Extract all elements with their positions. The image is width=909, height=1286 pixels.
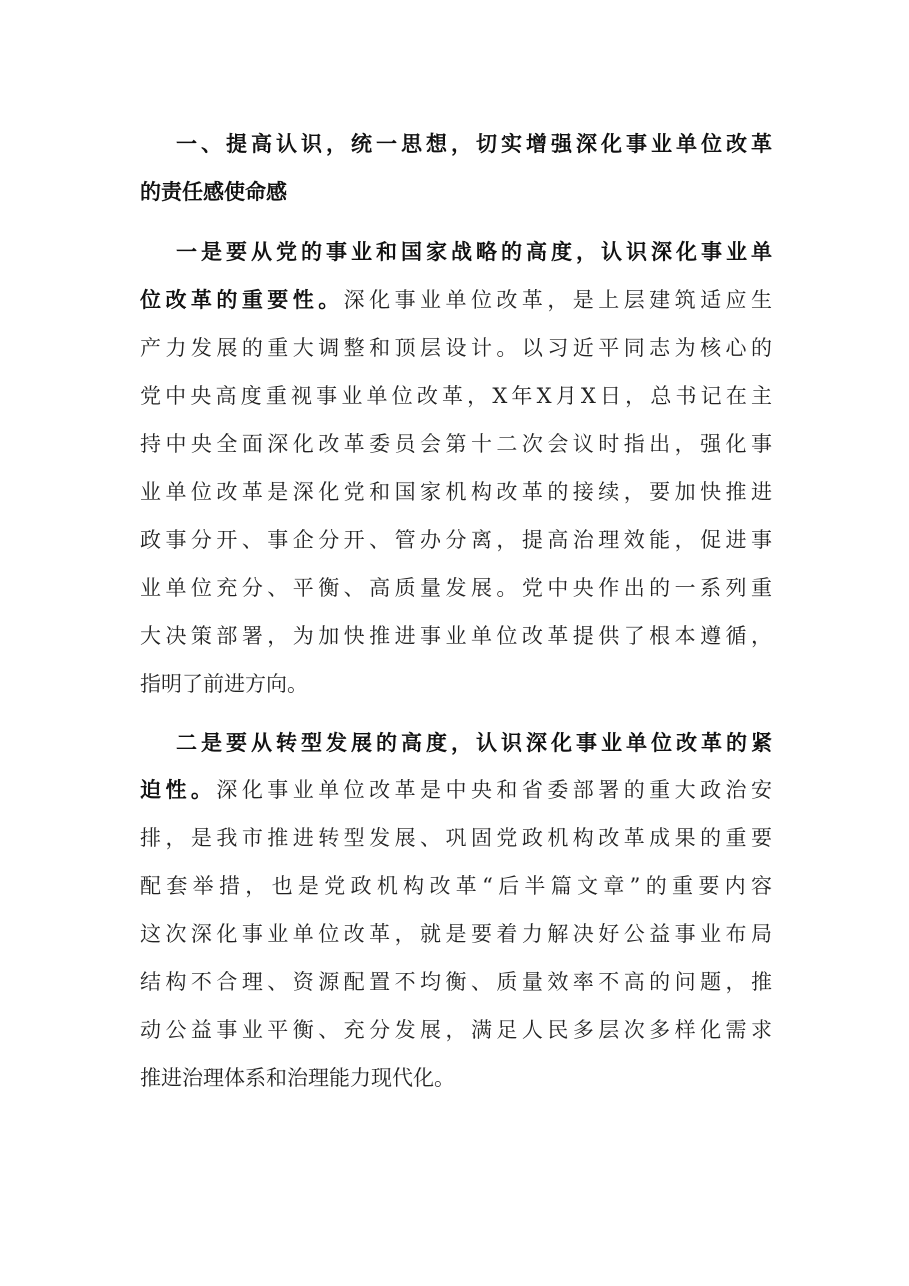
- para1-line-2: [140, 280, 772, 320]
- section-heading-line-2: 的责任感使命感: [140, 180, 287, 204]
- para1-lead-line-2: 位改革的重要性。: [140, 288, 344, 312]
- para2-line-4: 配套举措，也是党政机构改革“后半篇文章”的重要内容: [140, 874, 772, 898]
- para2-line-5: 这次深化事业单位改革，就是要着力解决好公益事业布局: [140, 922, 772, 946]
- para1-line-5: 持中央全面深化改革委员会第十二次会议时指出，强化事: [140, 432, 772, 456]
- para1-line-10: 指明了前进方向。: [140, 672, 308, 696]
- para1-lead-line-1: 一是要从党的事业和国家战略的高度，认识深化事业单: [176, 240, 772, 264]
- para2-line-3: 排，是我市推进转型发展、巩固党政机构改革成果的重要: [140, 826, 772, 850]
- para1-line-4: 党中央高度重视事业单位改革，X年X月X日，总书记在主: [140, 384, 772, 408]
- para1-line-7: 政事分开、事企分开、管办分离，提高治理效能，促进事: [140, 528, 772, 552]
- para2-line-2: [140, 770, 772, 810]
- para1-line-3: 产力发展的重大调整和顶层设计。以习近平同志为核心的: [140, 336, 772, 360]
- para2-line-6: 结构不合理、资源配置不均衡、质量效率不高的问题，推: [140, 970, 772, 994]
- section-heading-line-1: 一、提高认识，统一思想，切实增强深化事业单位改革: [176, 132, 772, 156]
- para1-line-2-rest: 深化事业单位改革，是上层建筑适应生: [343, 288, 773, 312]
- para2-line-7: 动公益事业平衡、充分发展，满足人民多层次多样化需求: [140, 1018, 772, 1042]
- para2-lead-line-1: 二是要从转型发展的高度，认识深化事业单位改革的紧: [176, 731, 772, 755]
- para2-line-8: 推进治理体系和治理能力现代化。: [140, 1066, 455, 1090]
- para2-lead-line-2: 迫性。: [140, 778, 217, 802]
- para1-line-8: 业单位充分、平衡、高质量发展。党中央作出的一系列重: [140, 576, 772, 600]
- para1-line-9: 大决策部署，为加快推进事业单位改革提供了根本遵循，: [140, 624, 772, 648]
- para1-line-6: 业单位改革是深化党和国家机构改革的接续，要加快推进: [140, 480, 772, 504]
- para2-line-2-rest: 深化事业单位改革是中央和省委部署的重大政治安: [216, 778, 772, 802]
